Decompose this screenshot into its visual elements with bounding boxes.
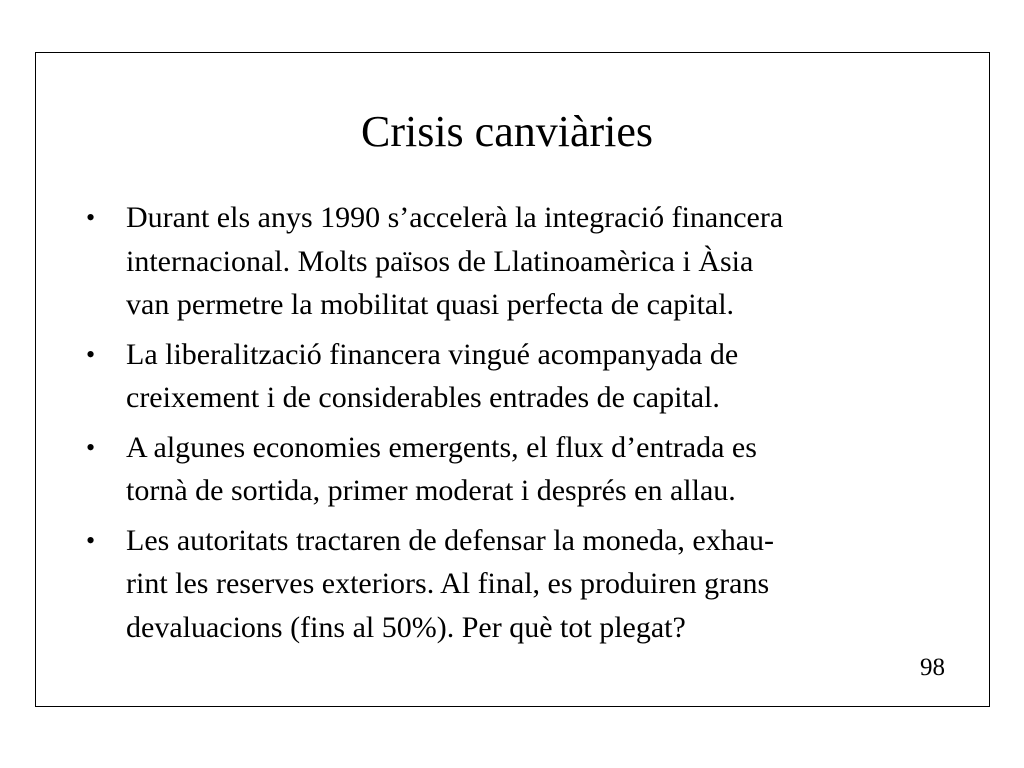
bullet-text-line: van permetre la mobilitat quasi perfecta de capital. [126,288,735,321]
bullet-text-line: creixement i de considerables entrades de capital. [126,381,720,414]
bullet-item [82,196,962,327]
bullet-text-line: A algunes economies emergents, el flux d’entrada es [126,430,757,464]
bullet-text-line: rint les reserves exteriors. Al final, es produiren grans [126,567,770,600]
bullet-marker: • [86,203,96,232]
bullet-text-line: Durant els anys 1990 s’accelerà la integració financera [126,201,784,234]
bullet-item [82,519,962,650]
page-number: 98 [920,654,945,681]
bullet-text-line: tornà de sortida, primer moderat i després en allau. [126,474,736,507]
bullet-marker: • [86,339,96,369]
bullet-item [82,426,962,513]
bullet-text-line: devaluacions (fins al 50%). Per què tot plegat? [126,610,686,644]
bullet-marker: • [86,432,96,462]
bullet-text-line: internacional. Molts països de Llatinoamèrica i Àsia [126,244,754,278]
bullet-text-line: Les autoritats tractaren de defensar la moneda, exhau- [126,523,775,557]
bullet-text-line: La liberalització financera vingué acompanyada de [126,337,739,371]
slide-title: Crisis canviàries [360,107,654,156]
bullet-item [82,333,962,420]
bullet-marker: • [86,525,96,555]
bullet-list [82,196,962,655]
